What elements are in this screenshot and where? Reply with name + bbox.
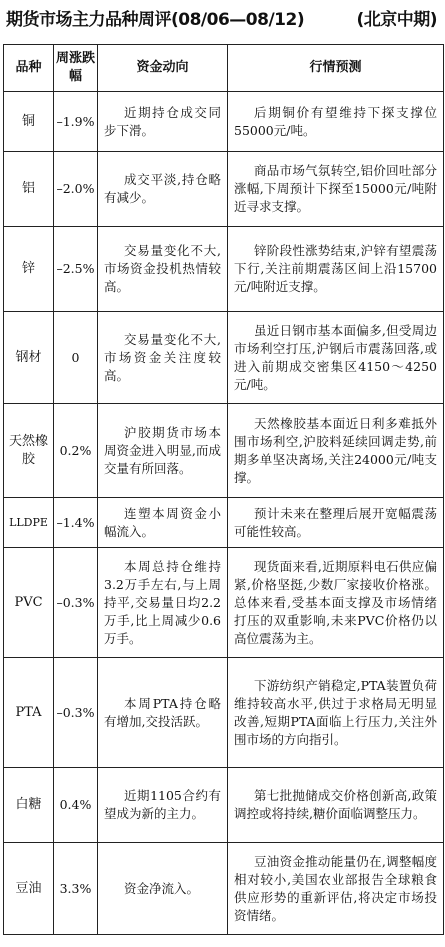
change-cell: 0.4%: [54, 768, 98, 843]
funds-cell: 交易量变化不大,市场资金关注度较高。: [98, 312, 228, 404]
title-text: 期货市场主力品种周评(08/06—08/12): [6, 10, 305, 30]
funds-cell: 近期1105合约有望成为新的主力。: [98, 768, 228, 843]
variety-cell: 豆油: [4, 843, 54, 935]
change-cell: –2.5%: [54, 227, 98, 312]
forecast-cell: 预计未来在整理后展开宽幅震荡可能性较高。: [228, 498, 444, 548]
forecast-cell: 下游纺织产销稳定,PTA装置负荷维持较高水平,供过于求格局无明显改善,短期PTA面临上行压力,关注外围市场的方向指引。: [228, 658, 444, 768]
header-forecast: 行情预测: [228, 45, 444, 92]
funds-cell: 沪胶期货市场本周资金进入明显,而成交量有所回落。: [98, 404, 228, 498]
page-title: [0, 0, 445, 44]
variety-cell: 天然橡胶: [4, 404, 54, 498]
change-cell: –1.9%: [54, 92, 98, 152]
table-row: [4, 92, 444, 152]
variety-cell: 白糖: [4, 768, 54, 843]
source-label: (北京中期): [356, 10, 437, 30]
variety-cell: 铜: [4, 92, 54, 152]
forecast-cell: 虽近日钢市基本面偏多,但受周边市场利空打压,沪钢后市震荡回落,或进入前期成交密集区4150～4250元/吨。: [228, 312, 444, 404]
weekly-review-table: [3, 44, 444, 935]
forecast-cell: 天然橡胶基本面近日利多难抵外围市场利空,沪胶料延续回调走势,前期多单坚决离场,关注24000元/吨支撑。: [228, 404, 444, 498]
change-cell: –2.0%: [54, 152, 98, 227]
funds-cell: 本周总持仓维持3.2万手左右,与上周持平,交易量日均2.2万手,比上周减少0.6万手。: [98, 548, 228, 658]
funds-cell: 连塑本周资金小幅流入。: [98, 498, 228, 548]
change-cell: –0.3%: [54, 658, 98, 768]
table-row: [4, 227, 444, 312]
funds-cell: 本周PTA持仓略有增加,交投活跃。: [98, 658, 228, 768]
forecast-cell: 现货面来看,近期原料电石供应偏紧,价格坚挺,少数厂家接收价格涨。总体来看,受基本面支撑及市场情绪打压的双重影响,未来PVC价格仍以高位震荡为主。: [228, 548, 444, 658]
change-cell: 0: [54, 312, 98, 404]
table-header-row: [4, 45, 444, 92]
variety-cell: PVC: [4, 548, 54, 658]
table-row: [4, 152, 444, 227]
variety-cell: 铝: [4, 152, 54, 227]
funds-cell: 成交平淡,持仓略有减少。: [98, 152, 228, 227]
forecast-cell: 商品市场气氛转空,铝价回吐部分涨幅,下周预计下探至15000元/吨附近寻求支撑。: [228, 152, 444, 227]
variety-cell: 钢材: [4, 312, 54, 404]
forecast-cell: 第七批抛储成交价格创新高,政策调控或将持续,糖价面临调整压力。: [228, 768, 444, 843]
variety-cell: LLDPE: [4, 498, 54, 548]
funds-cell: 资金净流入。: [98, 843, 228, 935]
table-row: [4, 404, 444, 498]
header-variety: 品种: [4, 45, 54, 92]
table-row: [4, 498, 444, 548]
table-row: [4, 768, 444, 843]
forecast-cell: 豆油资金推动能量仍在,调整幅度相对较小,美国农业部报告全球粮食供应形势的重新评估,将决定市场投资情绪。: [228, 843, 444, 935]
change-cell: –0.3%: [54, 548, 98, 658]
variety-cell: PTA: [4, 658, 54, 768]
change-cell: –1.4%: [54, 498, 98, 548]
table-row: [4, 843, 444, 935]
header-change: 周涨跌幅: [54, 45, 98, 92]
forecast-cell: 锌阶段性涨势结束,沪锌有望震荡下行,关注前期震荡区间上沿15700元/吨附近支撑。: [228, 227, 444, 312]
table-row: [4, 658, 444, 768]
table-row: [4, 312, 444, 404]
funds-cell: 近期持仓成交同步下滑。: [98, 92, 228, 152]
funds-cell: 交易量变化不大,市场资金投机热情较高。: [98, 227, 228, 312]
change-cell: 0.2%: [54, 404, 98, 498]
table-row: [4, 548, 444, 658]
header-funds: 资金动向: [98, 45, 228, 92]
variety-cell: 锌: [4, 227, 54, 312]
forecast-cell: 后期铜价有望维持下探支撑位55000元/吨。: [228, 92, 444, 152]
change-cell: 3.3%: [54, 843, 98, 935]
